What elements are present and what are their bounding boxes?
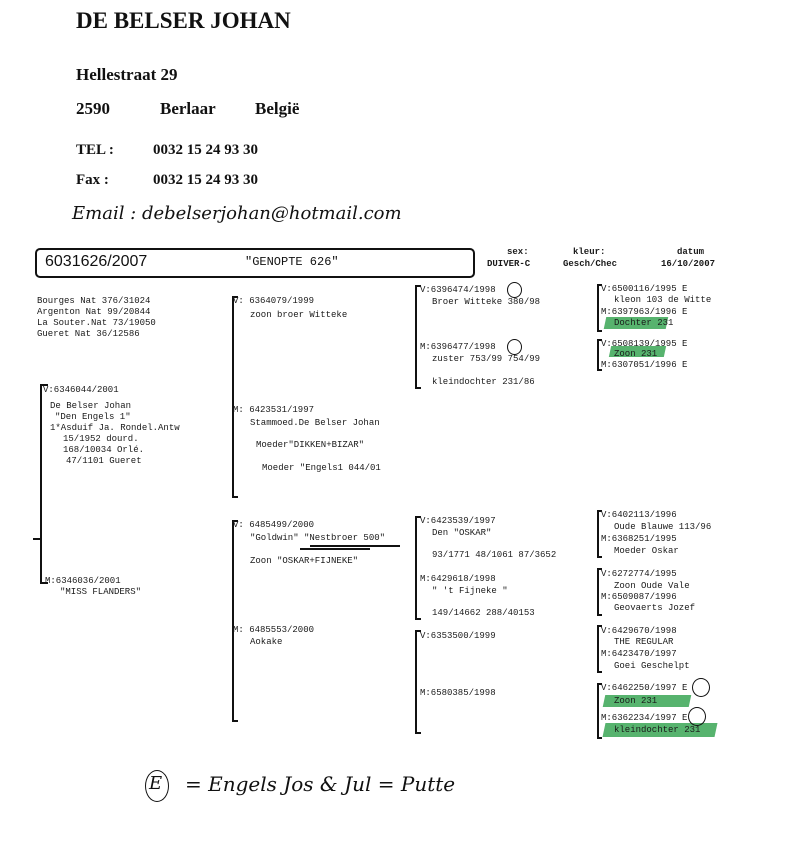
gen4-ring: V:6508139/1995 E [601, 339, 688, 349]
gen3-bracket [415, 516, 417, 620]
gen4-bracket [597, 625, 599, 673]
gen3-tick [415, 732, 421, 734]
gen4-ring: V:6402113/1996 [601, 510, 677, 520]
footnote-text: = Engels Jos & Jul = Putte [185, 772, 456, 796]
underline-mark [310, 545, 400, 547]
gen3-bracket [415, 285, 417, 389]
gen2-ds-line: "Goldwin" "Nestbroer 500" [250, 533, 386, 543]
gen2-ss-line: zoon broer Witteke [250, 310, 348, 320]
result-line: Bourges Nat 376/31024 [37, 296, 151, 306]
sire-line: 168/10034 Orlé. [63, 445, 145, 455]
pedigree-name: "GENOPTE 626" [245, 255, 339, 269]
owner-city: Berlaar [160, 99, 216, 118]
color-value: Gesch/Chec [563, 259, 618, 269]
sire-line: 15/1952 dourd. [63, 434, 139, 444]
sire-line: De Belser Johan [50, 401, 132, 411]
tel-number: 0032 15 24 93 30 [153, 142, 258, 158]
gen3-ring: V:6423539/1997 [420, 516, 496, 526]
gen4-tick [597, 330, 602, 332]
gen4-tick [597, 671, 602, 673]
gen3-tick [415, 618, 421, 620]
fax-number: 0032 15 24 93 30 [153, 172, 258, 188]
gen1-bracket [40, 384, 42, 584]
gen4-line: kleon 103 de Witte [614, 295, 712, 305]
gen3-bracket [415, 630, 417, 734]
result-line: Gueret Nat 36/12586 [37, 329, 140, 339]
result-line: Argenton Nat 99/20844 [37, 307, 151, 317]
gen4-line: Zoon 231 [614, 696, 658, 706]
gen4-line: THE REGULAR [614, 637, 674, 647]
gen4-tick [597, 614, 602, 616]
gen3-ring: V:6396474/1998 [420, 285, 496, 295]
gen2-sd-line: Moeder "Engels1 044/01 [262, 463, 381, 473]
sex-value: DUIVER-C [487, 259, 531, 269]
gen4-ring: V:6272774/1995 [601, 569, 677, 579]
owner-name: DE BELSER JOHAN [76, 8, 291, 33]
sire-line: 1*Asduif Ja. Rondel.Antw [50, 423, 180, 433]
pedigree-ring: 6031626/2007 [45, 253, 148, 270]
color-label: kleur: [573, 247, 606, 257]
gen4-ring: V:6500116/1995 E [601, 284, 688, 294]
gen4-bracket [597, 284, 599, 332]
owner-street: Hellestraat 29 [76, 65, 178, 84]
gen4-ring: V:6429670/1998 [601, 626, 677, 636]
gen3-ring: M:6580385/1998 [420, 688, 496, 698]
gen4-line: Zoon 231 [614, 349, 658, 359]
sire-line: 47/1101 Gueret [66, 456, 142, 466]
gen3-ring: M:6429618/1998 [420, 574, 496, 584]
gen4-tick [597, 556, 602, 558]
gen4-line: Oude Blauwe 113/96 [614, 522, 712, 532]
footnote-marker: E [149, 773, 163, 794]
gen3-line: 149/14662 288/40153 [432, 608, 535, 618]
gen4-line: kleindochter 231 [614, 725, 701, 735]
gen4-line: Zoon Oude Vale [614, 581, 690, 591]
tel-label: TEL : [76, 142, 114, 158]
gen2-sd-line: Moeder"DIKKEN+BIZAR" [256, 440, 365, 450]
gen4-ring: M:6397963/1996 E [601, 307, 688, 317]
gen3-line: Broer Witteke 380/98 [432, 297, 541, 307]
gen4-ring: M:6362234/1997 E [601, 713, 688, 723]
fax-label: Fax : [76, 172, 109, 188]
underline-mark [300, 548, 370, 550]
gen4-ring: M:6509087/1996 [601, 592, 677, 602]
circled-e-mark [507, 339, 522, 355]
gen4-ring: M:6423470/1997 [601, 649, 677, 659]
gen3-line: Den "OSKAR" [432, 528, 492, 538]
gen2-ds-ring: V: 6485499/2000 [233, 520, 315, 530]
gen2-tick [232, 720, 238, 722]
gen3-tick [415, 387, 421, 389]
gen4-ring: M:6368251/1995 [601, 534, 677, 544]
gen4-ring: M:6307051/1996 E [601, 360, 688, 370]
gen2-dd-ring: M: 6485553/2000 [233, 625, 315, 635]
gen3-line: " 't Fijneke " [432, 586, 508, 596]
gen3-line: kleindochter 231/86 [432, 377, 535, 387]
gen4-bracket [597, 510, 599, 558]
sire-line: "Den Engels 1" [55, 412, 131, 422]
gen4-tick [597, 737, 602, 739]
owner-postcode: 2590 [76, 99, 110, 118]
gen2-sd-line: Stammoed.De Belser Johan [250, 418, 380, 428]
gen2-ss-ring: V: 6364079/1999 [233, 296, 315, 306]
circled-e-mark [688, 707, 706, 726]
circled-e-mark [507, 282, 522, 298]
gen4-line: Dochter 231 [614, 318, 674, 328]
owner-country: België [255, 99, 300, 118]
gen3-ring: M:6396477/1998 [420, 342, 496, 352]
sire-ring: V:6346044/2001 [43, 385, 119, 395]
date-label: datum [677, 247, 705, 257]
gen2-bracket-sire [232, 296, 234, 498]
gen4-ring: V:6462250/1997 E [601, 683, 688, 693]
gen2-tick [232, 496, 238, 498]
circled-e-mark [692, 678, 710, 697]
gen2-dd-line: Aokake [250, 637, 283, 647]
gen3-line: 93/1771 48/1061 87/3652 [432, 550, 557, 560]
gen1-stem [33, 538, 41, 540]
gen4-bracket [597, 339, 599, 371]
gen4-bracket [597, 683, 599, 739]
gen4-line: Geovaerts Jozef [614, 603, 696, 613]
gen4-bracket [597, 568, 599, 616]
gen4-line: Moeder Oskar [614, 546, 679, 556]
dam-line: "MISS FLANDERS" [60, 587, 142, 597]
gen2-bracket-dam [232, 520, 234, 722]
result-line: La Souter.Nat 73/19050 [37, 318, 156, 328]
gen4-line: Goei Geschelpt [614, 661, 690, 671]
gen3-line: zuster 753/99 754/99 [432, 354, 541, 364]
sex-label: sex: [507, 247, 529, 257]
gen2-sd-ring: M: 6423531/1997 [233, 405, 315, 415]
gen3-ring: V:6353500/1999 [420, 631, 496, 641]
gen2-ds-line: Zoon "OSKAR+FIJNEKE" [250, 556, 359, 566]
date-value: 16/10/2007 [661, 259, 716, 269]
email-handwritten: Email : debelserjohan@hotmail.com [72, 203, 402, 224]
dam-ring: M:6346036/2001 [45, 576, 121, 586]
